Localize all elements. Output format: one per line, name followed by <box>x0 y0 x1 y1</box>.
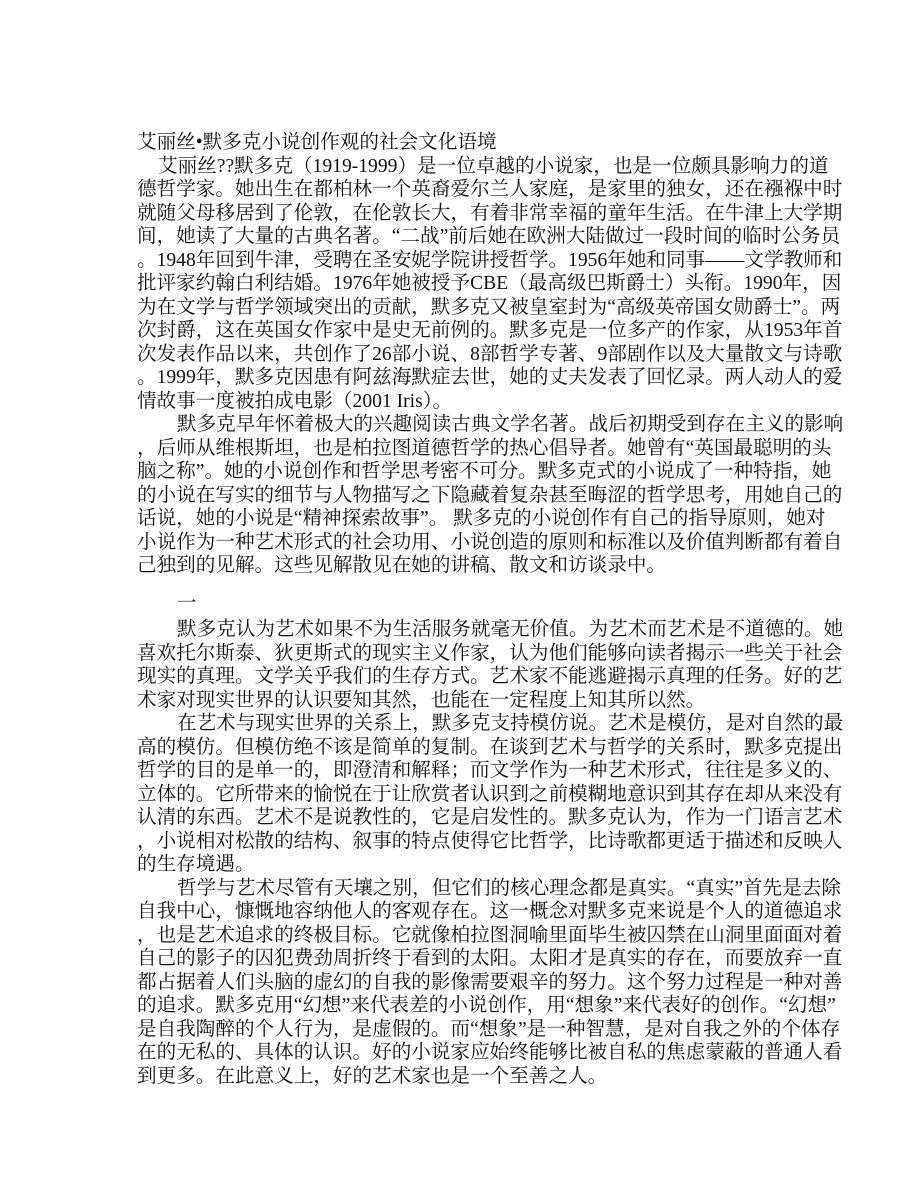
text-line: 立体的。它所带来的愉悦在于让欣赏者认识到之前模糊地意识到其存在却从来没有 <box>137 783 843 805</box>
text-line: ，小说相对松散的结构、叙事的特点使得它比哲学，比诗歌都更适于描述和反映人 <box>137 830 843 852</box>
paragraph <box>137 618 844 712</box>
text-line: 次发表作品以来，共创作了26部小说、8部哲学专著、9部剧作以及大量散文与诗歌 <box>137 343 843 365</box>
text-line: 自我中心，慷慨地容纳他人的客观存在。这一概念对默多克来说是个人的道德追求 <box>137 901 843 922</box>
paragraph <box>137 413 844 578</box>
text-line: ，后师从维根斯坦，也是柏拉图道德哲学的热心倡导者。她曾有“英国最聪明的头 <box>137 437 832 459</box>
paragraph <box>137 877 843 1089</box>
text-line: 间，她读了大量的古典名著。“二战”前后她在欧洲大陆做过一段时间的临时公务员 <box>137 226 841 247</box>
text-line: 在艺术与现实世界的关系上，默多克支持模仿说。艺术是模仿，是对自然的最 <box>177 713 844 734</box>
text-line: 脑之称”。她的小说创作和哲学思考密不可分。默多克式的小说成了一种特指，她 <box>137 461 832 482</box>
document-title: 艾丽丝•默多克小说创作观的社会文化语境 <box>137 132 497 153</box>
text-line: 的生存境遇。 <box>137 854 255 875</box>
text-line: 次封爵，这在英国女作家中是史无前例的。默多克是一位多产的作家，从1953年首 <box>137 320 843 341</box>
text-line: 己独到的见解。这些见解散见在她的讲稿、散文和访谈录中。 <box>137 555 667 576</box>
text-line: 哲学与艺术尽管有天壤之别，但它们的核心理念都是真实。“真实”首先是去除 <box>177 877 841 899</box>
text-line: 默多克早年怀着极大的兴趣阅读古典文学名著。战后初期受到存在主义的影响 <box>177 414 844 435</box>
text-line: 自己的影子的囚犯费劲周折终于看到的太阳。太阳才是真实的存在，而要放弃一直 <box>137 948 843 969</box>
text-line: 话说，她的小说是“精神探索故事”。 默多克的小说创作有自己的指导原则，她对 <box>137 508 826 529</box>
text-line: 为在文学与哲学领域突出的贡献，默多克又被皇室封为“高级英帝国女勋爵士”。两 <box>137 296 841 318</box>
text-line: 小说作为一种艺术形式的社会功用、小说创造的原则和标准以及价值判断都有着自 <box>137 531 843 553</box>
paragraph <box>137 712 844 877</box>
text-line: 。1999年，默多克因患有阿兹海默症去世，她的丈夫发表了回忆录。两人动人的爱 <box>137 367 843 388</box>
text-line: 认清的东西。艺术不是说教性的，它是启发性的。默多克认为，作为一门语言艺术 <box>137 807 843 828</box>
text-line: 的追求。默多克用“幻想”来代表差的小说创作，用“想象”来代表好的创作。“幻想” <box>137 995 836 1016</box>
text-line: 批评家约翰白利结婚。1976年她被授予CBE（最高级巴斯爵士）头衔。1990年，因 <box>137 273 842 294</box>
text-line: 德哲学家。她出生在都柏林一个英裔爱尔兰人家庭，是家里的独女，还在襁褓中时 <box>137 179 843 200</box>
paragraph <box>137 155 843 414</box>
text-line: ，也是艺术追求的终极目标。它就像柏拉图洞喻里面毕生被囚禁在山洞里面面对着 <box>137 924 843 946</box>
text-line: 现实的真理。文学关乎我们的生存方式。艺术家不能逃避揭示真理的任务。好的艺 <box>137 666 843 687</box>
document-body <box>137 131 844 1088</box>
text-line: 的小说在写实的细节与人物描写之下隐藏着复杂甚至晦涩的哲学思考，用她自己的 <box>137 484 843 506</box>
text-line: 情故事一度被拍成电影（2001 Iris）。 <box>137 390 453 412</box>
text-line: 高的模仿。但模仿绝不该是简单的复制。在谈到艺术与哲学的关系时，默多克提出 <box>137 736 843 758</box>
text-line: 。1948年回到牛津，受聘在圣安妮学院讲授哲学。1956年她和同事——文学教师和 <box>137 249 843 271</box>
text-line: 一 <box>177 592 197 614</box>
text-line: 术家对现实世界的认识要知其然，也能在一定程度上知其所以然。 <box>137 689 706 711</box>
text-line: 喜欢托尔斯泰、狄更斯式的现实主义作家，认为他们能够向读者揭示一些关于社会 <box>137 642 843 664</box>
section-number <box>137 592 784 616</box>
text-line: 是自我陶醉的个人行为，是虚假的。而“想象”是一种智慧，是对自我之外的个体存 <box>137 1018 841 1040</box>
text-line: 就随父母移居到了伦敦，在伦敦长大，有着非常幸福的童年生活。在牛津上大学期 <box>137 202 843 224</box>
text-line: 艾丽丝??默多克（1919-1999）是一位卓越的小说家，也是一位颇具影响力的道 <box>158 155 829 177</box>
text-line: 在的无私的、具体的认识。好的小说家应始终能够比被自私的焦虑蒙蔽的普通人看 <box>137 1042 843 1063</box>
text-line: 默多克认为艺术如果不为生活服务就毫无价值。为艺术而艺术是不道德的。她 <box>177 619 844 640</box>
section-gap <box>137 578 784 592</box>
text-line: 到更多。在此意义上，好的艺术家也是一个至善之人。 <box>137 1065 608 1087</box>
text-line: 哲学的目的是单一的，即澄清和解释；而文学作为一种艺术形式，往往是多义的、 <box>137 760 843 781</box>
text-line: 都占据着人们头脑的虚幻的自我的影像需要艰辛的努力。这个努力过程是一种对善 <box>137 971 843 993</box>
